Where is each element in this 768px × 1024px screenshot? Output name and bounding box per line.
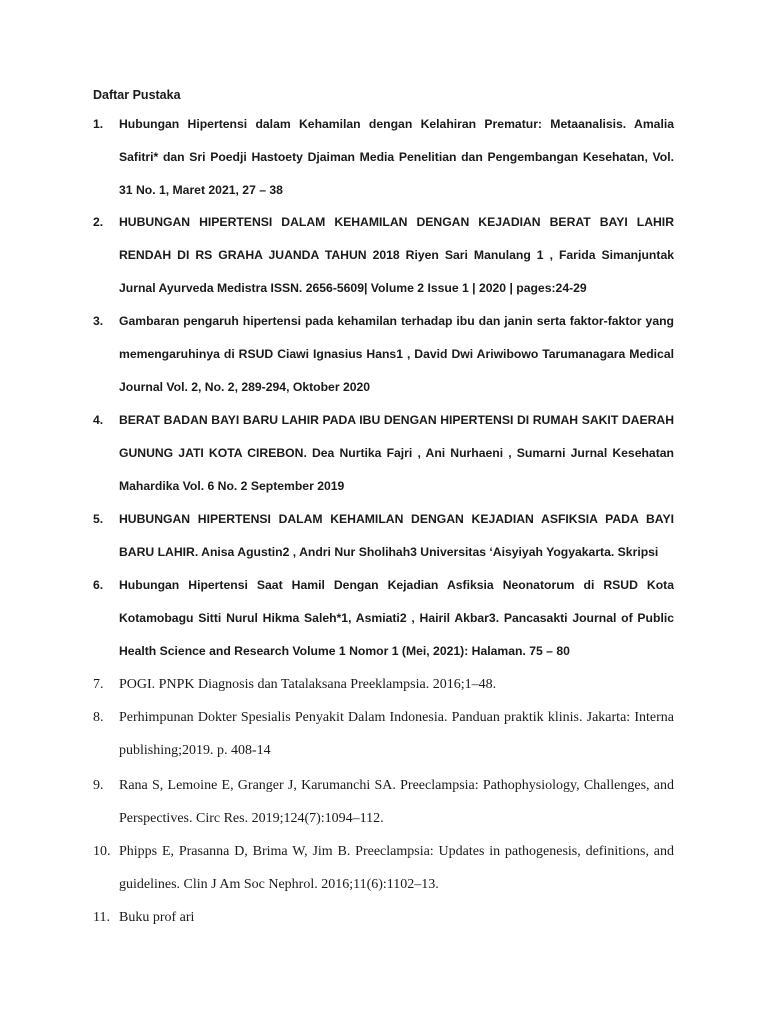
reference-text: Phipps E, Prasanna D, Brima W, Jim B. Preeclampsia: Updates in pathogenesis, definitions, and guidelines. Clin J Am Soc Nephrol. 2016;11(6):1102–13. [119, 844, 674, 892]
reference-number: 11. [93, 910, 110, 925]
reference-text: HUBUNGAN HIPERTENSI DALAM KEHAMILAN DENGAN KEJADIAN BERAT BAYI LAHIR RENDAH DI RS GRAHA JUANDA TAHUN 2018 Riyen Sari Manulang 1 , Farida Simanjuntak Jurnal Ayurveda Medistra ISSN. 2656-5609| Volume 2 Issue 1 | 2020 | pages:24-29 [119, 215, 674, 295]
reference-number: 8. [93, 710, 104, 725]
reference-number: 4. [93, 413, 104, 427]
reference-text: Perhimpunan Dokter Spesialis Penyakit Dalam Indonesia. Panduan praktik klinis. Jakarta: Interna publishing;2019. p. 408-14 [119, 710, 674, 758]
reference-text: Rana S, Lemoine E, Granger J, Karumanchi SA. Preeclampsia: Pathophysiology, Challenges, and Perspectives. Circ Res. 2019;124(7):1094–112. [119, 778, 674, 826]
reference-text: Hubungan Hipertensi dalam Kehamilan dengan Kelahiran Prematur: Metaanalisis. Amalia Safitri* dan Sri Poedji Hastoety Djaiman Media Penelitian dan Pengembangan Kesehatan, Vol. 31 No. 1, Maret 2021, 27 – 38 [119, 117, 674, 197]
reference-text: POGI. PNPK Diagnosis dan Tatalaksana Preeklampsia. 2016;1–48. [119, 677, 497, 692]
reference-text: Hubungan Hipertensi Saat Hamil Dengan Kejadian Asfiksia Neonatorum di RSUD Kota Kotamobagu Sitti Nurul Hikma Saleh*1, Asmiati2 , Hairil Akbar3. Pancasakti Journal of Public Health Science and Research Volume 1 Nomor 1 (Mei, 2021): Halaman. 75 – 80 [119, 578, 674, 658]
reference-text: HUBUNGAN HIPERTENSI DALAM KEHAMILAN DENGAN KEJADIAN ASFIKSIA PADA BAYI BARU LAHIR. Anisa Agustin2 , Andri Nur Sholihah3 Universitas ‘Aisyiyah Yogyakarta. Skripsi [119, 512, 674, 559]
reference-number: 1. [93, 117, 104, 131]
reference-text: Gambaran pengaruh hipertensi pada kehamilan terhadap ibu dan janin serta faktor-faktor yang memengaruhinya di RSUD Ciawi Ignasius Hans1 , David Dwi Ariwibowo Tarumanagara Medical Journal Vol. 2, No. 2, 289-294, Oktober 2020 [119, 314, 674, 394]
page-title: Daftar Pustaka [93, 88, 181, 102]
reference-text: BERAT BADAN BAYI BARU LAHIR PADA IBU DENGAN HIPERTENSI DI RUMAH SAKIT DAERAH GUNUNG JATI KOTA CIREBON. Dea Nurtika Fajri , Ani Nurhaeni , Sumarni Jurnal Kesehatan Mahardika Vol. 6 No. 2 September 2019 [119, 413, 674, 493]
reference-number: 10. [93, 844, 111, 859]
reference-text: Buku prof ari [119, 910, 195, 925]
reference-number: 5. [93, 512, 104, 526]
reference-number: 9. [93, 778, 104, 793]
reference-number: 6. [93, 578, 104, 592]
reference-number: 3. [93, 314, 104, 328]
reference-number: 2. [93, 215, 104, 229]
reference-number: 7. [93, 677, 104, 692]
